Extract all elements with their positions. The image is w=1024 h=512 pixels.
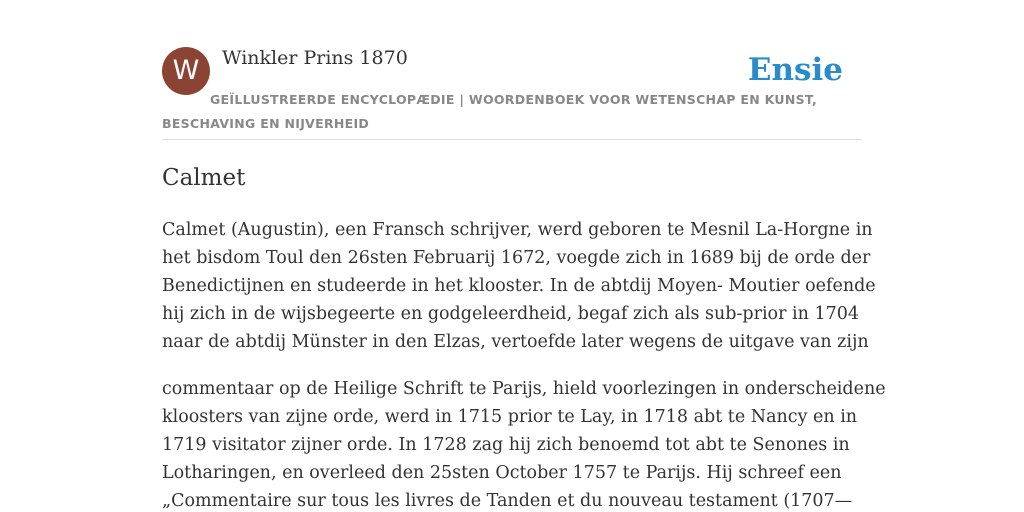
entry-paragraph-1 [162,216,876,356]
text-line: Benedictijnen en studeerde in het klooster. In de abtdij Moyen- Moutier oefende [162,276,876,296]
text-line: commentaar op de Heilige Schrift te Parijs, hield voorlezingen in onderscheidene [162,379,886,399]
text-line: kloosters van zijne orde, werd in 1715 prior te Lay, in 1718 abt te Nancy en in [162,407,858,427]
entry-title: Calmet [162,165,246,191]
brand-logo[interactable]: Ensie [747,52,843,88]
source-title[interactable]: Winkler Prins 1870 [222,47,408,69]
text-line: het bisdom Toul den 26sten Februarij 1672, voegde zich in 1689 bij de orde der [162,248,871,268]
source-subtitle: GEÏLLUSTREERDE ENCYCLOPÆDIE | WOORDENBOEK VOOR WETENSCHAP EN KUNST, BESCHAVING EN NIJVERHEID [162,92,818,131]
entry-paragraph-2 [162,375,886,512]
text-line: naar de abtdij Münster in den Elzas, vertoefde later wegens de uitgave van zijn [162,332,869,352]
text-line: 1719 visitator zijner orde. In 1728 zag hij zich benoemd tot abt te Senones in [162,435,850,455]
text-line: „Commentaire sur tous les livres de Tanden et du nouveau testament (1707— [162,491,853,511]
text-line: hij zich in de wijsbegeerte en godgeleerdheid, begaf zich als sub-prior in 1704 [162,304,859,324]
text-line: Calmet (Augustin), een Fransch schrijver, werd geboren te Mesnil La-Horgne in [162,220,873,240]
source-avatar[interactable]: W [162,47,210,95]
header-divider [162,139,862,140]
text-line: Lotharingen, en overleed den 25sten October 1757 te Parijs. Hij schreef een [162,463,842,483]
